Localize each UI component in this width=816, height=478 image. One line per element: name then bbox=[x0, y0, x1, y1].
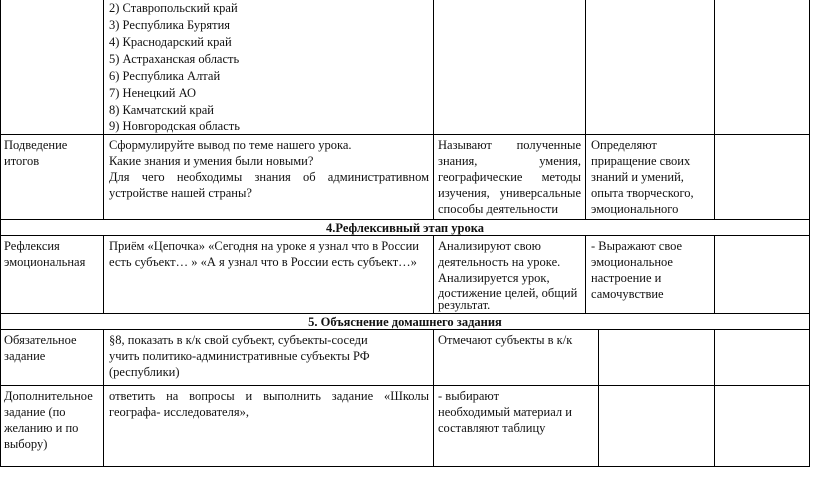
section-heading: 5. Объяснение домашнего задания bbox=[308, 315, 502, 329]
teacher-text: учить политико-административные субъекты РФ bbox=[109, 349, 370, 363]
result-text: эмоционального bbox=[591, 202, 679, 216]
teacher-text: географа- исследователя», bbox=[109, 405, 249, 419]
col-divider bbox=[714, 329, 715, 466]
list-item: 2) Ставропольский край bbox=[109, 1, 238, 15]
result-text: приращение своих bbox=[591, 154, 691, 168]
section-heading: 4.Рефлексивный этап урока bbox=[326, 221, 484, 235]
result-text: самочувствие bbox=[591, 287, 664, 301]
result-text: настроение и bbox=[591, 271, 662, 285]
col-divider bbox=[585, 0, 586, 219]
student-text: - выбирают bbox=[438, 389, 500, 403]
col-divider bbox=[433, 0, 434, 219]
row-rule bbox=[0, 134, 810, 135]
stage-label: выбору) bbox=[4, 437, 48, 451]
student-text: результат. bbox=[438, 298, 491, 312]
result-text: опыта творческого, bbox=[591, 186, 694, 200]
student-text: достижение целей, общий bbox=[438, 286, 578, 300]
result-text: знаний и умений, bbox=[591, 170, 684, 184]
col-divider bbox=[585, 235, 586, 313]
col-divider bbox=[714, 235, 715, 313]
result-text: - Выражают свое bbox=[591, 239, 683, 253]
student-text: знания, умения, bbox=[438, 154, 581, 168]
result-text: эмоциональное bbox=[591, 255, 673, 269]
student-text: Анализируют свою bbox=[438, 239, 541, 253]
stage-label: Дополнительное bbox=[4, 389, 93, 403]
col-divider bbox=[714, 0, 715, 219]
col-divider bbox=[103, 235, 104, 313]
student-text: необходимый материал и bbox=[438, 405, 572, 419]
teacher-text: Для чего необходимы знания об административном bbox=[109, 170, 429, 184]
stage-label: итогов bbox=[4, 154, 40, 168]
student-text: Отмечают субъекты в к/к bbox=[438, 333, 573, 347]
student-text: деятельность на уроке. bbox=[438, 255, 561, 269]
student-text: составляют таблицу bbox=[438, 421, 546, 435]
list-item: 3) Республика Бурятия bbox=[109, 18, 231, 32]
student-text: изучения, универсальные bbox=[438, 186, 581, 200]
stage-label: желанию и по bbox=[4, 421, 79, 435]
list-item: 7) Ненецкий АО bbox=[109, 86, 197, 100]
col-divider bbox=[433, 235, 434, 313]
teacher-text: (республики) bbox=[109, 365, 180, 379]
stage-label: Рефлексия bbox=[4, 239, 60, 253]
teacher-text: Сформулируйте вывод по теме нашего урока. bbox=[109, 138, 352, 152]
stage-label: Обязательное bbox=[4, 333, 77, 347]
col-divider bbox=[433, 329, 434, 466]
teacher-text: есть субъект… » «А я узнал что в России есть субъект…» bbox=[109, 255, 417, 269]
student-text: способы деятельности bbox=[438, 202, 559, 216]
col-divider bbox=[103, 0, 104, 219]
stage-label: Подведение bbox=[4, 138, 68, 152]
student-text: Анализируется урок, bbox=[438, 271, 550, 285]
list-item: 4) Краснодарский край bbox=[109, 35, 232, 49]
col-divider bbox=[103, 329, 104, 466]
teacher-text: устройстве нашей страны? bbox=[109, 186, 252, 200]
teacher-text: ответить на вопросы и выполнить задание «Школы bbox=[109, 389, 429, 403]
row-rule bbox=[0, 385, 810, 386]
list-item: 6) Республика Алтай bbox=[109, 69, 221, 83]
student-text: географические методы bbox=[438, 170, 581, 184]
list-item: 9) Новгородская область bbox=[109, 119, 240, 133]
teacher-text: Приём «Цепочка» «Сегодня на уроке я узнал что в России bbox=[109, 239, 419, 253]
row-rule bbox=[0, 466, 810, 467]
list-item: 8) Камчатский край bbox=[109, 103, 214, 117]
stage-label: эмоциональная bbox=[4, 255, 86, 269]
stage-label: задание bbox=[4, 349, 46, 363]
stage-label: задание (по bbox=[4, 405, 66, 419]
col-divider bbox=[598, 329, 599, 466]
teacher-text: Какие знания и умения были новыми? bbox=[109, 154, 314, 168]
teacher-text: §8, показать в к/к свой субъект, субъекты-соседи bbox=[109, 333, 368, 347]
result-text: Определяют bbox=[591, 138, 657, 152]
student-text: Называют полученные bbox=[438, 138, 581, 152]
list-item: 5) Астраханская область bbox=[109, 52, 240, 66]
